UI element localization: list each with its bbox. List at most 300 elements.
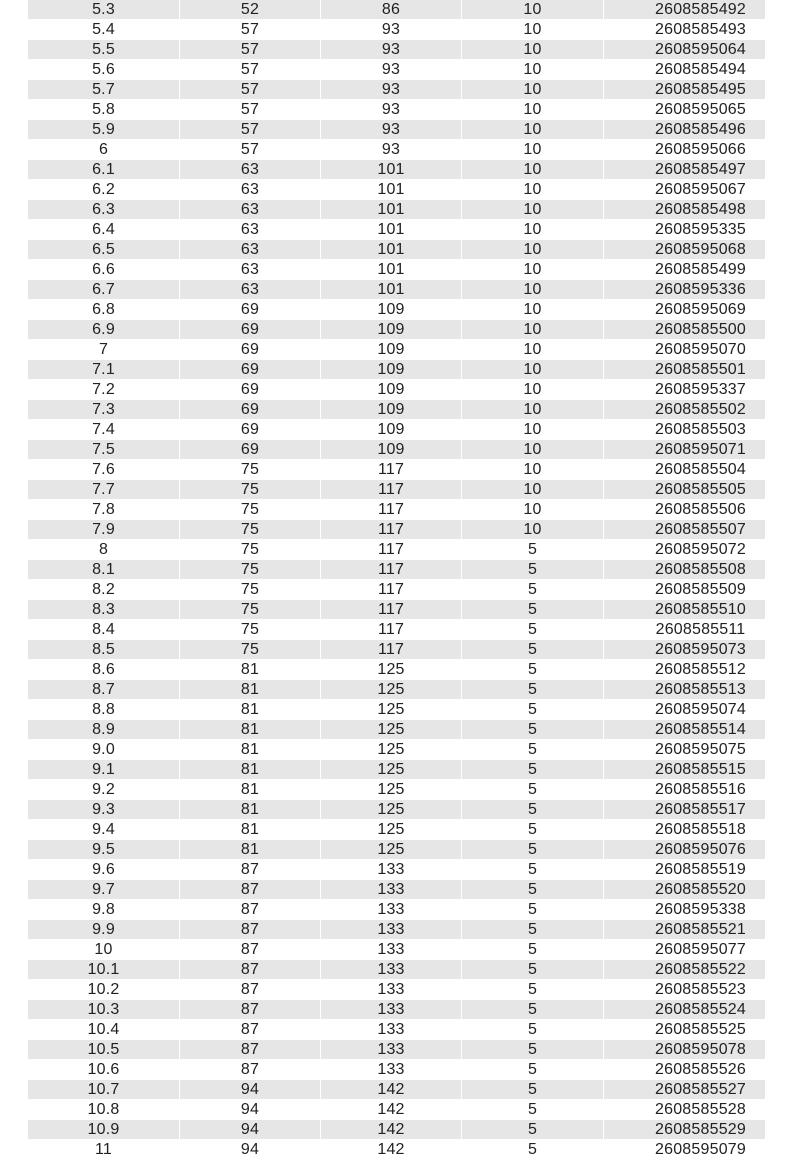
pack-quantity-cell: 5: [462, 1100, 604, 1120]
diameter-cell: 7.1: [28, 360, 180, 380]
order-number-cell: 2608595078: [604, 1040, 766, 1060]
order-number-cell: 2608585498: [604, 200, 766, 220]
total-length-cell: 109: [321, 400, 462, 420]
working-length-cell: 75: [180, 480, 321, 500]
pack-quantity-cell: 10: [462, 480, 604, 500]
diameter-cell: 8.9: [28, 720, 180, 740]
table-row: [28, 980, 766, 1000]
pack-quantity-cell: 10: [462, 380, 604, 400]
total-length-cell: 101: [321, 280, 462, 300]
pack-quantity-cell: 10: [462, 240, 604, 260]
order-number-cell: 2608595075: [604, 740, 766, 760]
pack-quantity-cell: 10: [462, 340, 604, 360]
diameter-cell: 6.2: [28, 180, 180, 200]
working-length-cell: 57: [180, 20, 321, 40]
working-length-cell: 75: [180, 560, 321, 580]
pack-quantity-cell: 5: [462, 1140, 604, 1160]
total-length-cell: 133: [321, 1040, 462, 1060]
order-number-cell: 2608595066: [604, 140, 766, 160]
total-length-cell: 109: [321, 340, 462, 360]
working-length-cell: 94: [180, 1140, 321, 1160]
table-row: [28, 460, 766, 480]
table-row: [28, 640, 766, 660]
working-length-cell: 75: [180, 540, 321, 560]
total-length-cell: 101: [321, 260, 462, 280]
total-length-cell: 117: [321, 640, 462, 660]
total-length-cell: 133: [321, 980, 462, 1000]
table-row: [28, 280, 766, 300]
working-length-cell: 69: [180, 300, 321, 320]
diameter-cell: 7.4: [28, 420, 180, 440]
working-length-cell: 63: [180, 260, 321, 280]
pack-quantity-cell: 5: [462, 900, 604, 920]
pack-quantity-cell: 10: [462, 500, 604, 520]
diameter-cell: 9.1: [28, 760, 180, 780]
working-length-cell: 69: [180, 380, 321, 400]
diameter-cell: 9.3: [28, 800, 180, 820]
diameter-cell: 8: [28, 540, 180, 560]
total-length-cell: 125: [321, 720, 462, 740]
order-number-cell: 2608585528: [604, 1100, 766, 1120]
pack-quantity-cell: 10: [462, 180, 604, 200]
diameter-cell: 5.7: [28, 80, 180, 100]
working-length-cell: 75: [180, 520, 321, 540]
pack-quantity-cell: 5: [462, 940, 604, 960]
order-number-cell: 2608585515: [604, 760, 766, 780]
diameter-cell: 10: [28, 940, 180, 960]
working-length-cell: 81: [180, 760, 321, 780]
total-length-cell: 109: [321, 360, 462, 380]
order-number-cell: 2608585514: [604, 720, 766, 740]
order-number-cell: 2608585494: [604, 60, 766, 80]
table-row: [28, 400, 766, 420]
working-length-cell: 57: [180, 80, 321, 100]
diameter-cell: 5.9: [28, 120, 180, 140]
working-length-cell: 94: [180, 1100, 321, 1120]
diameter-cell: 6.5: [28, 240, 180, 260]
pack-quantity-cell: 10: [462, 160, 604, 180]
order-number-cell: 2608585513: [604, 680, 766, 700]
working-length-cell: 63: [180, 280, 321, 300]
order-number-cell: 2608595065: [604, 100, 766, 120]
table-row: [28, 120, 766, 140]
table-row: [28, 1080, 766, 1100]
order-number-cell: 2608585500: [604, 320, 766, 340]
total-length-cell: 93: [321, 40, 462, 60]
diameter-cell: 8.3: [28, 600, 180, 620]
pack-quantity-cell: 10: [462, 100, 604, 120]
pack-quantity-cell: 5: [462, 660, 604, 680]
diameter-cell: 10.9: [28, 1120, 180, 1140]
order-number-cell: 2608585492: [604, 0, 766, 20]
total-length-cell: 117: [321, 460, 462, 480]
table-row: [28, 620, 766, 640]
working-length-cell: 57: [180, 120, 321, 140]
pack-quantity-cell: 5: [462, 760, 604, 780]
total-length-cell: 93: [321, 20, 462, 40]
table-row: [28, 300, 766, 320]
order-number-cell: 2608585496: [604, 120, 766, 140]
table-row: [28, 880, 766, 900]
working-length-cell: 87: [180, 900, 321, 920]
order-number-cell: 2608595076: [604, 840, 766, 860]
table-row: [28, 560, 766, 580]
diameter-cell: 7.7: [28, 480, 180, 500]
pack-quantity-cell: 5: [462, 540, 604, 560]
diameter-cell: 11: [28, 1140, 180, 1160]
diameter-cell: 10.5: [28, 1040, 180, 1060]
diameter-cell: 5.3: [28, 0, 180, 20]
total-length-cell: 133: [321, 940, 462, 960]
diameter-cell: 8.8: [28, 700, 180, 720]
working-length-cell: 63: [180, 160, 321, 180]
order-number-cell: 2608585502: [604, 400, 766, 420]
table-row: [28, 520, 766, 540]
table-row: [28, 740, 766, 760]
total-length-cell: 109: [321, 300, 462, 320]
diameter-cell: 7.9: [28, 520, 180, 540]
order-number-cell: 2608595336: [604, 280, 766, 300]
diameter-cell: 9.9: [28, 920, 180, 940]
table-row: [28, 160, 766, 180]
pack-quantity-cell: 10: [462, 60, 604, 80]
order-number-cell: 2608585522: [604, 960, 766, 980]
order-number-cell: 2608585505: [604, 480, 766, 500]
working-length-cell: 63: [180, 180, 321, 200]
table-row: [28, 580, 766, 600]
order-number-cell: 2608585508: [604, 560, 766, 580]
product-table-container: [27, 0, 765, 1160]
diameter-cell: 7.5: [28, 440, 180, 460]
table-row: [28, 40, 766, 60]
diameter-cell: 8.2: [28, 580, 180, 600]
table-row: [28, 1140, 766, 1160]
pack-quantity-cell: 10: [462, 220, 604, 240]
order-number-cell: 2608585501: [604, 360, 766, 380]
table-row: [28, 900, 766, 920]
pack-quantity-cell: 5: [462, 800, 604, 820]
table-row: [28, 500, 766, 520]
order-number-cell: 2608595077: [604, 940, 766, 960]
table-row: [28, 80, 766, 100]
table-row: [28, 1020, 766, 1040]
diameter-cell: 8.5: [28, 640, 180, 660]
diameter-cell: 8.1: [28, 560, 180, 580]
total-length-cell: 109: [321, 440, 462, 460]
working-length-cell: 57: [180, 60, 321, 80]
order-number-cell: 2608585529: [604, 1120, 766, 1140]
table-row: [28, 540, 766, 560]
pack-quantity-cell: 5: [462, 1000, 604, 1020]
table-row: [28, 20, 766, 40]
working-length-cell: 81: [180, 740, 321, 760]
pack-quantity-cell: 5: [462, 1080, 604, 1100]
working-length-cell: 75: [180, 600, 321, 620]
table-row: [28, 260, 766, 280]
diameter-cell: 9.2: [28, 780, 180, 800]
pack-quantity-cell: 5: [462, 860, 604, 880]
working-length-cell: 81: [180, 660, 321, 680]
total-length-cell: 117: [321, 480, 462, 500]
working-length-cell: 75: [180, 640, 321, 660]
working-length-cell: 87: [180, 920, 321, 940]
total-length-cell: 117: [321, 620, 462, 640]
pack-quantity-cell: 10: [462, 420, 604, 440]
table-row: [28, 180, 766, 200]
total-length-cell: 101: [321, 200, 462, 220]
diameter-cell: 10.8: [28, 1100, 180, 1120]
order-number-cell: 2608595069: [604, 300, 766, 320]
pack-quantity-cell: 5: [462, 720, 604, 740]
total-length-cell: 142: [321, 1080, 462, 1100]
table-row: [28, 1000, 766, 1020]
order-number-cell: 2608585512: [604, 660, 766, 680]
order-number-cell: 2608595072: [604, 540, 766, 560]
total-length-cell: 125: [321, 840, 462, 860]
working-length-cell: 57: [180, 40, 321, 60]
order-number-cell: 2608595073: [604, 640, 766, 660]
table-row: [28, 380, 766, 400]
table-row: [28, 820, 766, 840]
total-length-cell: 109: [321, 420, 462, 440]
diameter-cell: 6.3: [28, 200, 180, 220]
table-row: [28, 660, 766, 680]
order-number-cell: 2608585526: [604, 1060, 766, 1080]
order-number-cell: 2608585521: [604, 920, 766, 940]
order-number-cell: 2608585504: [604, 460, 766, 480]
pack-quantity-cell: 10: [462, 520, 604, 540]
table-row: [28, 480, 766, 500]
total-length-cell: 117: [321, 580, 462, 600]
table-body: [28, 0, 766, 1160]
table-row: [28, 0, 766, 20]
order-number-cell: 2608585517: [604, 800, 766, 820]
diameter-cell: 7.8: [28, 500, 180, 520]
table-row: [28, 420, 766, 440]
total-length-cell: 109: [321, 380, 462, 400]
diameter-cell: 6.6: [28, 260, 180, 280]
diameter-cell: 5.5: [28, 40, 180, 60]
pack-quantity-cell: 5: [462, 620, 604, 640]
working-length-cell: 87: [180, 980, 321, 1000]
working-length-cell: 87: [180, 1000, 321, 1020]
table-row: [28, 220, 766, 240]
table-row: [28, 200, 766, 220]
total-length-cell: 93: [321, 140, 462, 160]
working-length-cell: 63: [180, 200, 321, 220]
pack-quantity-cell: 5: [462, 1120, 604, 1140]
pack-quantity-cell: 5: [462, 1040, 604, 1060]
diameter-cell: 7: [28, 340, 180, 360]
diameter-cell: 7.3: [28, 400, 180, 420]
total-length-cell: 93: [321, 80, 462, 100]
total-length-cell: 117: [321, 540, 462, 560]
working-length-cell: 94: [180, 1080, 321, 1100]
working-length-cell: 69: [180, 340, 321, 360]
table-row: [28, 680, 766, 700]
total-length-cell: 117: [321, 600, 462, 620]
pack-quantity-cell: 10: [462, 300, 604, 320]
pack-quantity-cell: 5: [462, 740, 604, 760]
pack-quantity-cell: 5: [462, 560, 604, 580]
total-length-cell: 93: [321, 100, 462, 120]
total-length-cell: 142: [321, 1140, 462, 1160]
order-number-cell: 2608585509: [604, 580, 766, 600]
total-length-cell: 125: [321, 660, 462, 680]
pack-quantity-cell: 5: [462, 1060, 604, 1080]
table-row: [28, 100, 766, 120]
table-row: [28, 1040, 766, 1060]
pack-quantity-cell: 10: [462, 140, 604, 160]
working-length-cell: 69: [180, 440, 321, 460]
pack-quantity-cell: 5: [462, 820, 604, 840]
working-length-cell: 69: [180, 420, 321, 440]
total-length-cell: 133: [321, 960, 462, 980]
total-length-cell: 133: [321, 1000, 462, 1020]
total-length-cell: 133: [321, 920, 462, 940]
diameter-cell: 10.6: [28, 1060, 180, 1080]
table-row: [28, 440, 766, 460]
total-length-cell: 101: [321, 220, 462, 240]
diameter-cell: 9.6: [28, 860, 180, 880]
table-row: [28, 800, 766, 820]
order-number-cell: 2608585507: [604, 520, 766, 540]
diameter-cell: 6.1: [28, 160, 180, 180]
diameter-cell: 9.4: [28, 820, 180, 840]
order-number-cell: 2608585510: [604, 600, 766, 620]
working-length-cell: 94: [180, 1120, 321, 1140]
table-row: [28, 1060, 766, 1080]
order-number-cell: 2608595070: [604, 340, 766, 360]
order-number-cell: 2608585495: [604, 80, 766, 100]
total-length-cell: 125: [321, 680, 462, 700]
diameter-cell: 10.1: [28, 960, 180, 980]
order-number-cell: 2608595335: [604, 220, 766, 240]
order-number-cell: 2608585520: [604, 880, 766, 900]
order-number-cell: 2608585506: [604, 500, 766, 520]
working-length-cell: 87: [180, 1060, 321, 1080]
diameter-cell: 8.6: [28, 660, 180, 680]
diameter-cell: 6.7: [28, 280, 180, 300]
total-length-cell: 86: [321, 0, 462, 20]
pack-quantity-cell: 5: [462, 920, 604, 940]
order-number-cell: 2608595337: [604, 380, 766, 400]
order-number-cell: 2608585524: [604, 1000, 766, 1020]
pack-quantity-cell: 10: [462, 20, 604, 40]
order-number-cell: 2608585497: [604, 160, 766, 180]
working-length-cell: 87: [180, 1020, 321, 1040]
total-length-cell: 117: [321, 500, 462, 520]
order-number-cell: 2608585499: [604, 260, 766, 280]
diameter-cell: 9.5: [28, 840, 180, 860]
pack-quantity-cell: 10: [462, 360, 604, 380]
order-number-cell: 2608595068: [604, 240, 766, 260]
pack-quantity-cell: 5: [462, 980, 604, 1000]
table-row: [28, 780, 766, 800]
working-length-cell: 87: [180, 960, 321, 980]
table-row: [28, 360, 766, 380]
table-row: [28, 320, 766, 340]
total-length-cell: 125: [321, 800, 462, 820]
total-length-cell: 133: [321, 1060, 462, 1080]
working-length-cell: 69: [180, 360, 321, 380]
diameter-cell: 10.3: [28, 1000, 180, 1020]
pack-quantity-cell: 5: [462, 580, 604, 600]
table-row: [28, 1100, 766, 1120]
working-length-cell: 81: [180, 700, 321, 720]
diameter-cell: 6.8: [28, 300, 180, 320]
pack-quantity-cell: 5: [462, 780, 604, 800]
table-row: [28, 1120, 766, 1140]
table-row: [28, 700, 766, 720]
total-length-cell: 133: [321, 1020, 462, 1040]
pack-quantity-cell: 5: [462, 640, 604, 660]
order-number-cell: 2608595071: [604, 440, 766, 460]
working-length-cell: 81: [180, 800, 321, 820]
working-length-cell: 81: [180, 820, 321, 840]
pack-quantity-cell: 10: [462, 120, 604, 140]
diameter-cell: 8.4: [28, 620, 180, 640]
total-length-cell: 93: [321, 120, 462, 140]
diameter-cell: 10.2: [28, 980, 180, 1000]
total-length-cell: 125: [321, 740, 462, 760]
working-length-cell: 75: [180, 500, 321, 520]
diameter-cell: 9.8: [28, 900, 180, 920]
working-length-cell: 69: [180, 320, 321, 340]
diameter-cell: 10.7: [28, 1080, 180, 1100]
diameter-cell: 6: [28, 140, 180, 160]
pack-quantity-cell: 5: [462, 1020, 604, 1040]
table-row: [28, 940, 766, 960]
table-row: [28, 240, 766, 260]
diameter-cell: 7.6: [28, 460, 180, 480]
diameter-cell: 7.2: [28, 380, 180, 400]
table-row: [28, 960, 766, 980]
working-length-cell: 81: [180, 720, 321, 740]
pack-quantity-cell: 10: [462, 320, 604, 340]
diameter-cell: 5.4: [28, 20, 180, 40]
working-length-cell: 69: [180, 400, 321, 420]
total-length-cell: 117: [321, 520, 462, 540]
order-number-cell: 2608595067: [604, 180, 766, 200]
pack-quantity-cell: 10: [462, 0, 604, 20]
diameter-cell: 5.8: [28, 100, 180, 120]
order-number-cell: 2608595074: [604, 700, 766, 720]
total-length-cell: 142: [321, 1120, 462, 1140]
table-row: [28, 760, 766, 780]
pack-quantity-cell: 5: [462, 700, 604, 720]
total-length-cell: 133: [321, 900, 462, 920]
table-row: [28, 140, 766, 160]
diameter-cell: 9.7: [28, 880, 180, 900]
pack-quantity-cell: 10: [462, 260, 604, 280]
order-number-cell: 2608585503: [604, 420, 766, 440]
order-number-cell: 2608585519: [604, 860, 766, 880]
pack-quantity-cell: 10: [462, 400, 604, 420]
order-number-cell: 2608585516: [604, 780, 766, 800]
order-number-cell: 2608595338: [604, 900, 766, 920]
pack-quantity-cell: 5: [462, 880, 604, 900]
working-length-cell: 87: [180, 940, 321, 960]
total-length-cell: 93: [321, 60, 462, 80]
pack-quantity-cell: 10: [462, 440, 604, 460]
working-length-cell: 87: [180, 1040, 321, 1060]
pack-quantity-cell: 10: [462, 40, 604, 60]
pack-quantity-cell: 10: [462, 80, 604, 100]
diameter-cell: 6.4: [28, 220, 180, 240]
order-number-cell: 2608585518: [604, 820, 766, 840]
total-length-cell: 117: [321, 560, 462, 580]
